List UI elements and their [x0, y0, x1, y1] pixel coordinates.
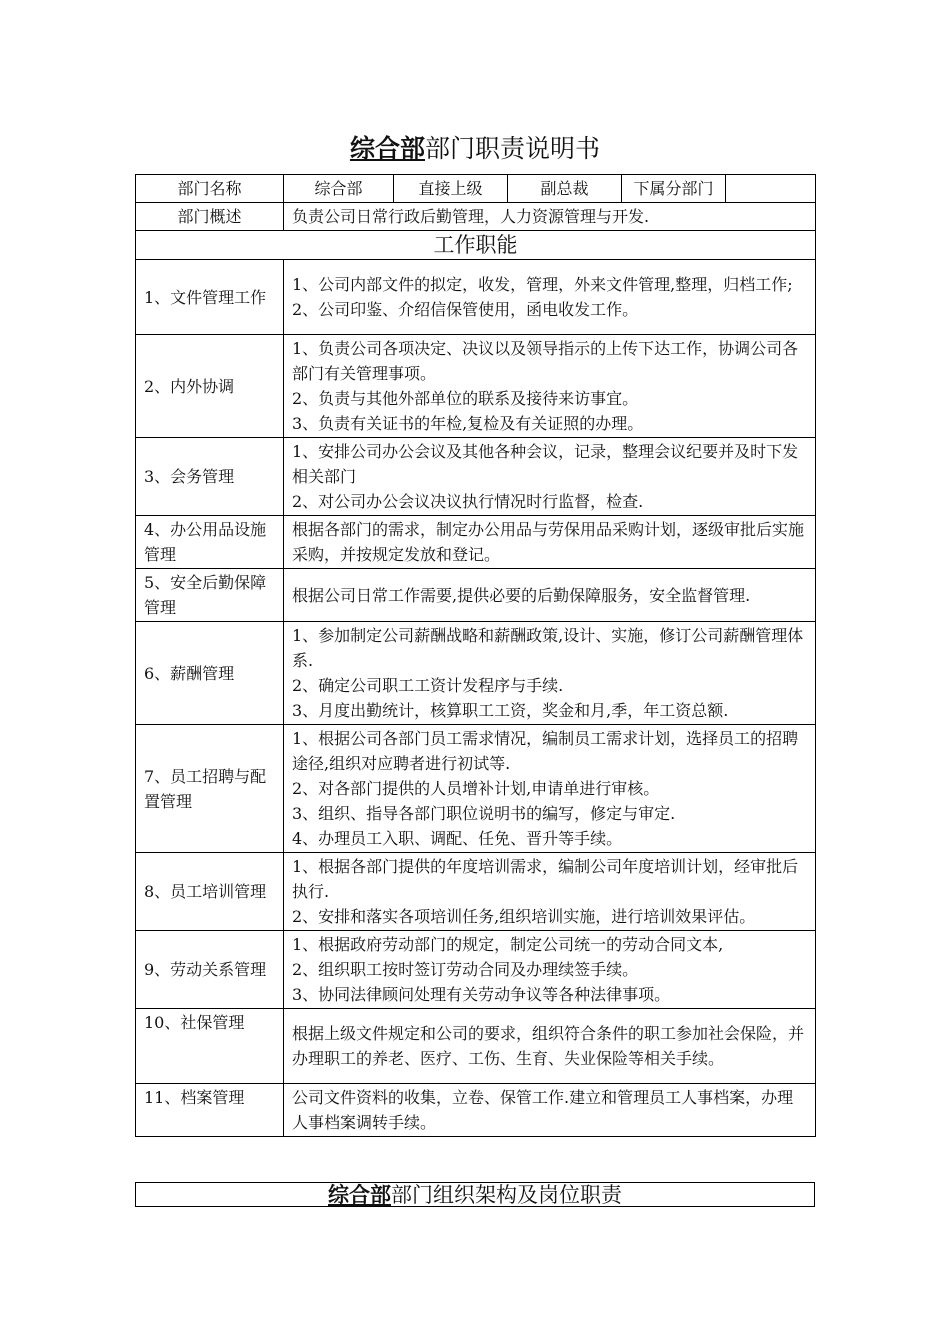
duty-category: 4、办公用品设施管理: [136, 516, 284, 569]
duty-category: 5、安全后勤保障管理: [136, 569, 284, 622]
duty-line: 根据上级文件规定和公司的要求，组织符合条件的职工参加社会保险，并办理职工的养老、医疗、工伤、生育、失业保险等相关手续。: [292, 1024, 805, 1068]
duty-category: 2、内外协调: [136, 335, 284, 438]
duty-description: [284, 260, 816, 335]
duty-line: 2、安排和落实各项培训任务,组织培训实施，进行培训效果评估。: [292, 907, 756, 926]
duty-row: [136, 335, 816, 438]
dept-name-label: 部门名称: [136, 175, 284, 203]
duty-row: [136, 516, 816, 569]
duty-description: [284, 1084, 816, 1137]
duty-line: 1、参加制定公司薪酬战略和薪酬政策,设计、实施，修订公司薪酬管理体系.: [292, 626, 804, 670]
duty-description: [284, 569, 816, 622]
duty-category: 6、薪酬管理: [136, 622, 284, 725]
duty-row: [136, 622, 816, 725]
duty-description: [284, 1009, 816, 1084]
duty-row: [136, 1009, 816, 1084]
duty-line: 1、根据各部门提供的年度培训需求，编制公司年度培训计划，经审批后执行.: [292, 857, 799, 901]
duty-description: [284, 438, 816, 516]
duty-row: [136, 725, 816, 853]
duty-row: [136, 931, 816, 1009]
duty-row: [136, 569, 816, 622]
title-rest: 部门职责说明书: [425, 134, 601, 163]
duty-line: 1、负责公司各项决定、决议以及领导指示的上传下达工作，协调公司各部门有关管理事项。: [292, 339, 799, 383]
duty-line: 3、月度出勤统计，核算职工工资，奖金和月,季，年工资总额.: [292, 701, 729, 720]
duty-line: 3、组织、指导各部门职位说明书的编写，修定与审定.: [292, 804, 676, 823]
duty-category: 11、档案管理: [136, 1084, 284, 1137]
overview-value: 负责公司日常行政后勤管理，人力资源管理与开发.: [284, 203, 816, 231]
section-title: 工作职能: [136, 231, 816, 260]
duty-line: 2、对各部门提供的人员增补计划,申请单进行审核。: [292, 779, 660, 798]
duty-line: 1、公司内部文件的拟定，收发，管理，外来文件管理,整理，归档工作;: [292, 275, 793, 294]
overview-row: [136, 203, 816, 231]
org-title-dept: 综合部: [328, 1182, 391, 1207]
duty-description: [284, 516, 816, 569]
duty-rows: [136, 260, 816, 1137]
section-row: [136, 231, 816, 260]
duty-line: 1、根据政府劳动部门的规定，制定公司统一的劳动合同文本,: [292, 935, 724, 954]
duty-row: [136, 260, 816, 335]
duty-line: 1、根据公司各部门员工需求情况，编制员工需求计划，选择员工的招聘途径,组织对应聘者进行初试等.: [292, 729, 799, 773]
org-structure-title: [135, 1182, 815, 1207]
duty-line: 根据各部门的需求，制定办公用品与劳保用品采购计划，逐级审批后实施采购，并按规定发放和登记。: [292, 520, 805, 564]
duty-category: 8、员工培训管理: [136, 853, 284, 931]
duty-description: [284, 335, 816, 438]
duty-row: [136, 1084, 816, 1137]
duty-line: 2、组织职工按时签订劳动合同及办理续签手续。: [292, 960, 639, 979]
duty-category: 1、文件管理工作: [136, 260, 284, 335]
duty-line: 2、确定公司职工工资计发程序与手续.: [292, 676, 564, 695]
duty-line: 2、公司印鉴、介绍信保管使用，函电收发工作。: [292, 300, 639, 319]
duty-description: [284, 725, 816, 853]
duty-line: 3、负责有关证书的年检,复检及有关证照的办理。: [292, 414, 644, 433]
duty-line: 公司文件资料的收集，立卷、保管工作.建立和管理员工人事档案，办理人事档案调转手续。: [292, 1088, 794, 1132]
sub-dept-value: [726, 175, 816, 203]
title-dept: 综合部: [349, 134, 425, 163]
duty-row: [136, 438, 816, 516]
superior-value: 副总裁: [508, 175, 622, 203]
overview-label: 部门概述: [136, 203, 284, 231]
duty-line: 3、协同法律顾问处理有关劳动争议等各种法律事项。: [292, 985, 671, 1004]
document-title: [0, 131, 950, 167]
duty-line: 4、办理员工入职、调配、任免、晋升等手续。: [292, 829, 623, 848]
duty-line: 2、负责与其他外部单位的联系及接待来访事宜。: [292, 389, 639, 408]
duty-line: 1、安排公司办公会议及其他各种会议，记录，整理会议纪要并及时下发相关部门: [292, 442, 799, 486]
duty-row: [136, 853, 816, 931]
duty-category: 7、员工招聘与配置管理: [136, 725, 284, 853]
duty-category: 3、会务管理: [136, 438, 284, 516]
org-title-rest: 部门组织架构及岗位职责: [391, 1183, 622, 1207]
superior-label: 直接上级: [394, 175, 508, 203]
dept-name-value: 综合部: [284, 175, 394, 203]
duty-line: 2、对公司办公会议决议执行情况时行监督，检查.: [292, 492, 644, 511]
duty-line: 根据公司日常工作需要,提供必要的后勤保障服务，安全监督管理.: [292, 585, 751, 605]
sub-dept-label: 下属分部门: [622, 175, 726, 203]
duty-description: [284, 622, 816, 725]
duty-category: 10、社保管理: [136, 1009, 284, 1084]
header-row: [136, 175, 816, 203]
duty-description: [284, 853, 816, 931]
duty-category: 9、劳动关系管理: [136, 931, 284, 1009]
duty-description: [284, 931, 816, 1009]
duty-table: [135, 174, 816, 1137]
